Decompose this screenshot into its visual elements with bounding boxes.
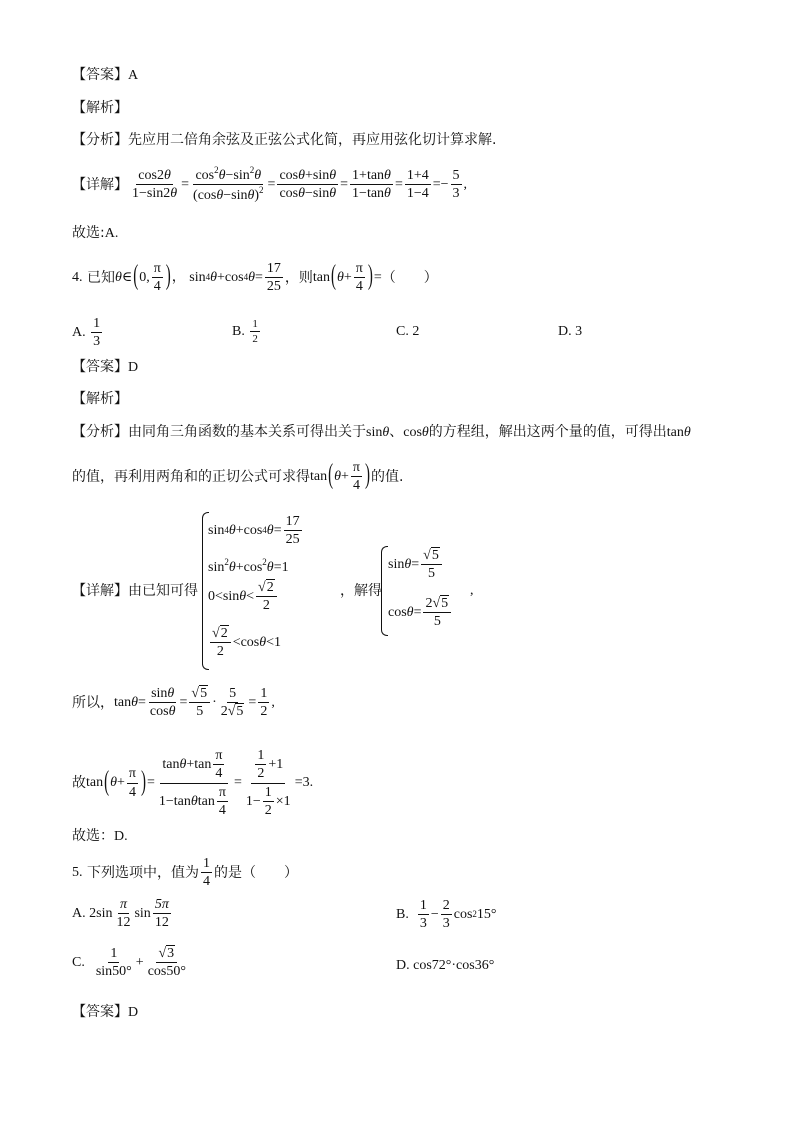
q4-condition: θ ∈ ( 0, $\frac{\pi}{4}$ ) ， sin 4 θ +cos 4 θ = $\frac{17}{25}$ (114, 261, 281, 295)
q3-analysis-label: 【解析】 (72, 100, 128, 116)
q3-detail-line (72, 166, 467, 204)
q4-stem: 4. 已知 θ ∈ ( 0, $\frac{\pi}{4}$ ) ， sin 4 θ +cos 4 θ = $\frac{17}{25}$ ，则 tan ( θ + $\frac{\pi}{4}$ ) = （ ） (72, 261, 438, 295)
q4-detail-prefix: 【详解】由已知可得 (72, 583, 198, 599)
system-eq-4: $\frac{√2}{2}$ <cos θ <1 (212, 626, 282, 660)
solution-cos: cos θ = $\frac{2√5}{5}$ (388, 596, 453, 630)
q4-option-c[interactable]: C. 2 (396, 324, 420, 339)
q4-so-line: 所以， tan θ = $\frac{\sin\theta}{\cos\theta}$ = $\frac{√5}{5}$ · $\frac{5}{2√5}$ = $\frac{1}{2}$ , (72, 686, 275, 720)
q4-option-a[interactable]: A. $\frac{1}{3}$ (72, 316, 101, 350)
q5-option-b[interactable]: B. $\frac{1}{3}$ − $\frac{2}{3}$ cos 2 15° (396, 898, 497, 932)
detail-label: 【详解】 (72, 176, 128, 193)
q4-option-d[interactable]: D. 3 (558, 324, 583, 339)
q3-answer-value: A (128, 68, 139, 83)
q3-choose-line: 故选:A. (72, 225, 119, 241)
q5-answer-line: 【答案】D (72, 1004, 139, 1020)
q4-option-b[interactable]: B. $\frac{1}{2}$ (232, 318, 258, 346)
q3-detail-formula: $\frac{\cos 2\theta}{1-\sin 2\theta}$ = $\frac{\cos^2\theta-\sin^2\theta}{(\cos\theta-\sin\theta)^2}$ = $\frac{\cos\theta+\sin\theta}{\cos\theta-\sin\theta}$ = $\frac{1+\tan\theta}{1-\tan\theta}$ = $\frac{1+4}{1-4}$ =− $\frac{5}{3}$ , (132, 165, 468, 204)
q4-solve-label: ，解得 (340, 583, 382, 599)
solution-brace (381, 546, 388, 636)
q5-stem: 5. 下列选项中，值为 $\frac{1}{4}$ 的是（ ） (72, 856, 298, 890)
q4-fenxi-line1: 【分析】由同角三角函数的基本关系可得出关于sinθ、cosθ的方程组，解出这两个量的值，可得出tanθ (72, 424, 691, 440)
q5-option-a[interactable]: A. 2sin $\frac{\pi}{12}$ sin $\frac{5\pi}{12}$ (72, 897, 169, 931)
solution-sin: sin θ = $\frac{√5}{5}$ (388, 548, 444, 582)
q4-analysis-label: 【解析】 (72, 391, 128, 407)
answer-label: 【答案】 (72, 67, 128, 83)
q3-fenxi-line (72, 133, 496, 147)
system-eq-2: $\sin^2\theta+\cos^2\theta=1$ (208, 557, 289, 575)
q3-answer-line (72, 68, 138, 83)
q5-option-c[interactable]: C. $\frac{1}{\sin 50^\circ}$ + $\frac{√3}{\cos 50^\circ}$ (72, 946, 186, 980)
q4-therefore-line: 故 tan ( θ + $\frac{\pi}{4}$ ) = tan θ +tan $\frac{\pi}{4}$ 1−tan θ tan $\frac{\pi}{4}$ = $\frac{1}{2}$ +1 1− $\frac{1}{2}$ ×1 =3. (72, 748, 314, 819)
q4-fenxi-line2: 的值，再利用两角和的正切公式可求得 tan ( θ + $\frac{\pi}{4}$ ) 的值. (72, 460, 404, 494)
q5-option-d[interactable]: D. cos72°·cos36° (396, 958, 495, 973)
system-eq-3: 0<sin θ < $\frac{√2}{2}$ (208, 580, 279, 614)
q4-answer-line: 【答案】D (72, 359, 139, 375)
system-eq-1: sin 4 θ +cos 4 θ = $\frac{17}{25}$ (208, 514, 300, 548)
q3-fenxi-text: 先应用二倍角余弦及正弦公式化简，再应用弦化切计算求解. (128, 132, 497, 148)
q4-choose-line: 故选：D. (72, 828, 128, 844)
fenxi-label: 【分析】 (72, 132, 128, 148)
